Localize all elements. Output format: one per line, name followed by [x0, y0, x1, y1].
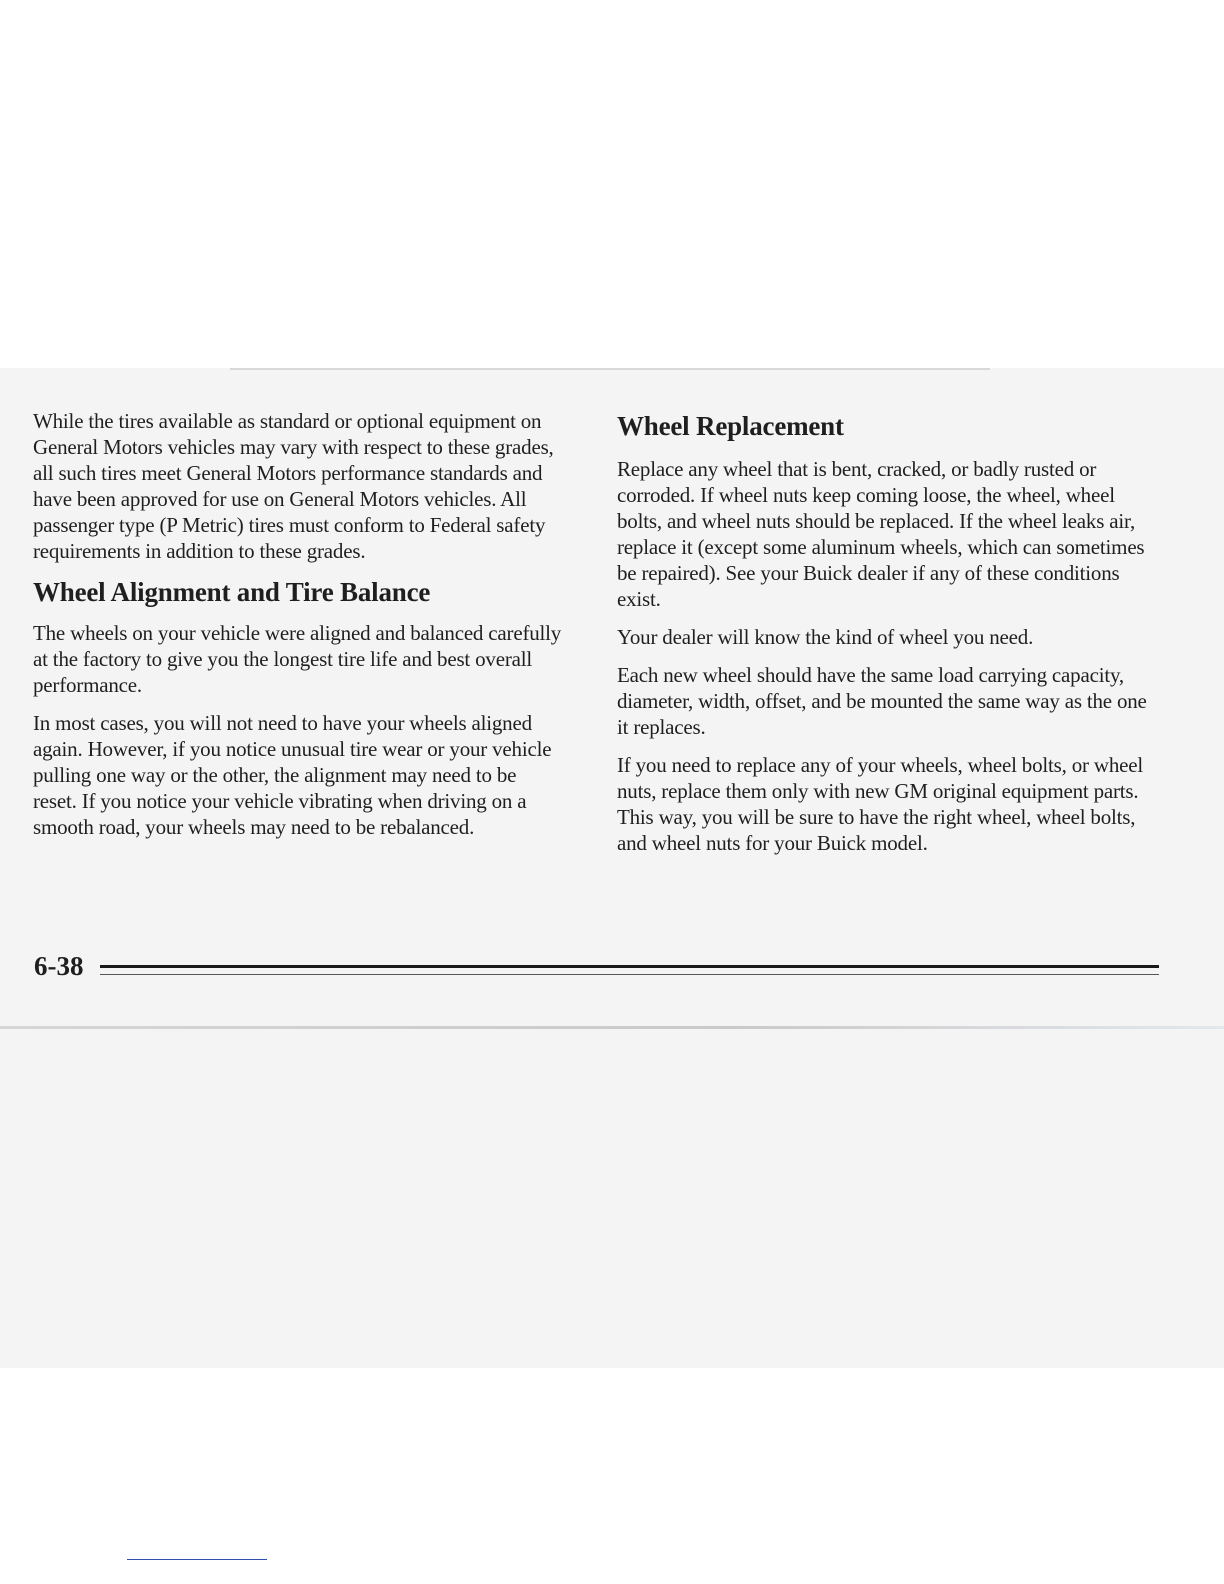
- replacement-paragraph-1: Replace any wheel that is bent, cracked, or badly rusted or corroded. If wheel nuts keep coming loose, the wheel, wheel bolts, and wheel nuts should be replaced. If the wheel leaks air, replace it (except some aluminum wheels, which can sometimes be repaired). See your Buick dealer if any of these conditions exist.: [617, 457, 1145, 611]
- intro-paragraph: While the tires available as standard or optional equipment on General Motors vehicles may vary with respect to these grades, all such tires meet General Motors performance standards and have been approved for use on General Motors vehicles. All passenger type (P Metric) tires must conform to Federal safety requirements in addition to these grades.: [33, 409, 554, 563]
- footer-rule-thick: [100, 965, 1159, 968]
- alignment-heading: Wheel Alignment and Tire Balance: [33, 577, 431, 607]
- left-column: [33, 408, 563, 852]
- page-number: 6-38: [34, 951, 84, 981]
- scanned-page: [0, 368, 1224, 1368]
- bottom-link-underline[interactable]: [127, 1559, 267, 1560]
- footer-rule-thin: [100, 974, 1159, 975]
- page-footer: [34, 950, 1159, 990]
- replacement-paragraph-3: Each new wheel should have the same load carrying capacity, diameter, width, offset, and be mounted the same way as the one it replaces.: [617, 663, 1147, 739]
- replacement-paragraph-4: If you need to replace any of your wheels, wheel bolts, or wheel nuts, replace them only with new GM original equipment parts. This way, you will be sure to have the right wheel, wheel bolts, and wheel nuts for your Buick model.: [617, 753, 1144, 855]
- replacement-heading: Wheel Replacement: [617, 411, 844, 441]
- replacement-paragraph-2: Your dealer will know the kind of wheel you need.: [617, 625, 1034, 649]
- right-column: [617, 410, 1162, 868]
- scan-bottom-edge: [0, 1026, 1224, 1029]
- scan-top-edge: [230, 368, 990, 370]
- alignment-paragraph-2: In most cases, you will not need to have your wheels aligned again. However, if you notice unusual tire wear or your vehicle pulling one way or the other, the alignment may need to be reset. If you notice your vehicle vibrating when driving on a smooth road, your wheels may need to be rebalanced.: [33, 711, 552, 839]
- alignment-paragraph-1: The wheels on your vehicle were aligned and balanced carefully at the factory to give you the longest tire life and best overall performance.: [33, 621, 562, 697]
